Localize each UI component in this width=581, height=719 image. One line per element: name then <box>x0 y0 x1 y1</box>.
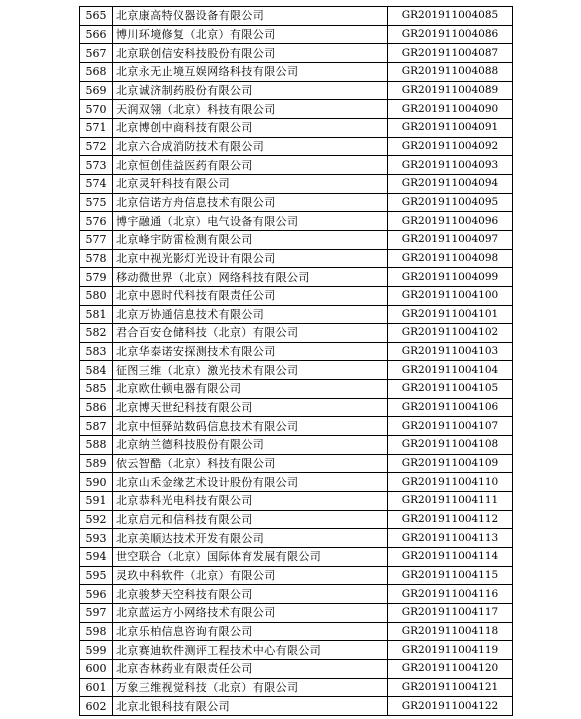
row-number: 585 <box>80 380 113 399</box>
certificate-number: GR201911004122 <box>388 697 513 716</box>
row-number: 591 <box>80 492 113 511</box>
certificate-number: GR201911004119 <box>388 641 513 660</box>
row-number: 596 <box>80 585 113 604</box>
company-name: 万象三维视觉科技（北京）有限公司 <box>113 678 388 697</box>
company-name: 博宇融通（北京）电气设备有限公司 <box>113 212 388 231</box>
company-name: 北京启元和信科技有限公司 <box>113 510 388 529</box>
certificate-number: GR201911004110 <box>388 473 513 492</box>
table-row <box>80 454 513 473</box>
certificate-number: GR201911004121 <box>388 678 513 697</box>
row-number: 589 <box>80 454 113 473</box>
table-row <box>80 81 513 100</box>
row-number: 598 <box>80 622 113 641</box>
company-name: 北京美顺达技术开发有限公司 <box>113 529 388 548</box>
company-name: 君合百安仓储科技（北京）有限公司 <box>113 324 388 343</box>
table-row <box>80 100 513 119</box>
table-row <box>80 305 513 324</box>
table-row <box>80 286 513 305</box>
table-row <box>80 585 513 604</box>
certificate-number: GR201911004097 <box>388 230 513 249</box>
company-name: 依云智酷（北京）科技有限公司 <box>113 454 388 473</box>
company-name: 灵玖中科软件（北京）有限公司 <box>113 566 388 585</box>
row-number: 576 <box>80 212 113 231</box>
certificate-number: GR201911004086 <box>388 25 513 44</box>
row-number: 570 <box>80 100 113 119</box>
certificate-number: GR201911004101 <box>388 305 513 324</box>
table-row <box>80 7 513 26</box>
row-number: 572 <box>80 137 113 156</box>
certificate-number: GR201911004117 <box>388 604 513 623</box>
company-name: 北京信诺方舟信息技术有限公司 <box>113 193 388 212</box>
table-row <box>80 268 513 287</box>
table-row <box>80 212 513 231</box>
row-number: 569 <box>80 81 113 100</box>
table-row <box>80 529 513 548</box>
company-name: 北京华泰诺安探测技术有限公司 <box>113 342 388 361</box>
certificate-table-body <box>80 7 513 716</box>
company-name: 北京博天世纪科技有限公司 <box>113 398 388 417</box>
certificate-number: GR201911004095 <box>388 193 513 212</box>
table-row <box>80 361 513 380</box>
certificate-number: GR201911004102 <box>388 324 513 343</box>
table-row <box>80 548 513 567</box>
company-name: 博川环境修复（北京）有限公司 <box>113 25 388 44</box>
row-number: 568 <box>80 62 113 81</box>
row-number: 601 <box>80 678 113 697</box>
table-row <box>80 659 513 678</box>
certificate-number: GR201911004108 <box>388 436 513 455</box>
certificate-number: GR201911004107 <box>388 417 513 436</box>
row-number: 592 <box>80 510 113 529</box>
company-name: 北京山禾金缘艺术设计股份有限公司 <box>113 473 388 492</box>
company-name: 北京恭科光电科技有限公司 <box>113 492 388 511</box>
table-row <box>80 174 513 193</box>
certificate-number: GR201911004105 <box>388 380 513 399</box>
row-number: 579 <box>80 268 113 287</box>
table-row <box>80 156 513 175</box>
company-name: 北京中恩时代科技有限责任公司 <box>113 286 388 305</box>
company-name: 移动微世界（北京）网络科技有限公司 <box>113 268 388 287</box>
table-row <box>80 137 513 156</box>
company-name: 北京灵轩科技有限公司 <box>113 174 388 193</box>
certificate-number: GR201911004112 <box>388 510 513 529</box>
company-name: 北京中视光影灯光设计有限公司 <box>113 249 388 268</box>
company-name: 北京诚济制药股份有限公司 <box>113 81 388 100</box>
row-number: 578 <box>80 249 113 268</box>
company-name: 北京杏林药业有限责任公司 <box>113 659 388 678</box>
company-name: 北京万协通信息技术有限公司 <box>113 305 388 324</box>
certificate-number: GR201911004093 <box>388 156 513 175</box>
certificate-number: GR201911004094 <box>388 174 513 193</box>
certificate-number: GR201911004098 <box>388 249 513 268</box>
company-name: 天润双翎（北京）科技有限公司 <box>113 100 388 119</box>
certificate-number: GR201911004113 <box>388 529 513 548</box>
row-number: 600 <box>80 659 113 678</box>
row-number: 599 <box>80 641 113 660</box>
certificate-number: GR201911004116 <box>388 585 513 604</box>
table-row <box>80 230 513 249</box>
table-row <box>80 380 513 399</box>
company-name: 北京北银科技有限公司 <box>113 697 388 716</box>
table-row <box>80 193 513 212</box>
table-row <box>80 622 513 641</box>
certificate-number: GR201911004104 <box>388 361 513 380</box>
table-row <box>80 473 513 492</box>
row-number: 574 <box>80 174 113 193</box>
certificate-number: GR201911004109 <box>388 454 513 473</box>
certificate-number: GR201911004090 <box>388 100 513 119</box>
table-row <box>80 118 513 137</box>
row-number: 583 <box>80 342 113 361</box>
company-name: 北京博创中商科技有限公司 <box>113 118 388 137</box>
table-row <box>80 398 513 417</box>
table-row <box>80 249 513 268</box>
certificate-number: GR201911004100 <box>388 286 513 305</box>
row-number: 581 <box>80 305 113 324</box>
row-number: 575 <box>80 193 113 212</box>
company-name: 北京蓝运方小网络技术有限公司 <box>113 604 388 623</box>
certificate-number: GR201911004099 <box>388 268 513 287</box>
row-number: 566 <box>80 25 113 44</box>
row-number: 594 <box>80 548 113 567</box>
company-name: 北京康高特仪器设备有限公司 <box>113 7 388 26</box>
row-number: 580 <box>80 286 113 305</box>
certificate-number: GR201911004115 <box>388 566 513 585</box>
certificate-number: GR201911004103 <box>388 342 513 361</box>
table-row <box>80 44 513 63</box>
table-row <box>80 324 513 343</box>
company-name: 世空联合（北京）国际体育发展有限公司 <box>113 548 388 567</box>
row-number: 577 <box>80 230 113 249</box>
table-row <box>80 417 513 436</box>
row-number: 602 <box>80 697 113 716</box>
row-number: 597 <box>80 604 113 623</box>
row-number: 590 <box>80 473 113 492</box>
row-number: 582 <box>80 324 113 343</box>
company-name: 北京欧仕顿电器有限公司 <box>113 380 388 399</box>
company-name: 北京恒创佳益医药有限公司 <box>113 156 388 175</box>
company-name: 北京中恒驿站数码信息技术有限公司 <box>113 417 388 436</box>
table-row <box>80 641 513 660</box>
certificate-number: GR201911004120 <box>388 659 513 678</box>
table-row <box>80 566 513 585</box>
company-name: 北京联创信安科技股份有限公司 <box>113 44 388 63</box>
company-name: 北京赛迪软件测评工程技术中心有限公司 <box>113 641 388 660</box>
table-row <box>80 25 513 44</box>
row-number: 587 <box>80 417 113 436</box>
certificate-number: GR201911004088 <box>388 62 513 81</box>
certificate-number: GR201911004096 <box>388 212 513 231</box>
certificate-number: GR201911004118 <box>388 622 513 641</box>
certificate-number: GR201911004091 <box>388 118 513 137</box>
company-name: 北京骏梦天空科技有限公司 <box>113 585 388 604</box>
row-number: 593 <box>80 529 113 548</box>
certificate-number: GR201911004106 <box>388 398 513 417</box>
company-name: 北京纳兰德科技股份有限公司 <box>113 436 388 455</box>
table-row <box>80 604 513 623</box>
certificate-number: GR201911004087 <box>388 44 513 63</box>
certificate-table <box>79 6 513 716</box>
company-name: 北京永无止境互娱网络科技有限公司 <box>113 62 388 81</box>
row-number: 567 <box>80 44 113 63</box>
certificate-number: GR201911004085 <box>388 7 513 26</box>
company-name: 北京六合成消防技术有限公司 <box>113 137 388 156</box>
table-row <box>80 342 513 361</box>
row-number: 573 <box>80 156 113 175</box>
certificate-number: GR201911004092 <box>388 137 513 156</box>
company-name: 征图三维（北京）激光技术有限公司 <box>113 361 388 380</box>
certificate-number: GR201911004114 <box>388 548 513 567</box>
row-number: 586 <box>80 398 113 417</box>
table-row <box>80 697 513 716</box>
certificate-number: GR201911004089 <box>388 81 513 100</box>
table-row <box>80 492 513 511</box>
table-row <box>80 436 513 455</box>
certificate-number: GR201911004111 <box>388 492 513 511</box>
row-number: 565 <box>80 7 113 26</box>
row-number: 571 <box>80 118 113 137</box>
table-row <box>80 678 513 697</box>
table-row <box>80 510 513 529</box>
company-name: 北京峰宇防雷检测有限公司 <box>113 230 388 249</box>
row-number: 595 <box>80 566 113 585</box>
table-row <box>80 62 513 81</box>
company-name: 北京乐柏信息咨询有限公司 <box>113 622 388 641</box>
row-number: 584 <box>80 361 113 380</box>
row-number: 588 <box>80 436 113 455</box>
